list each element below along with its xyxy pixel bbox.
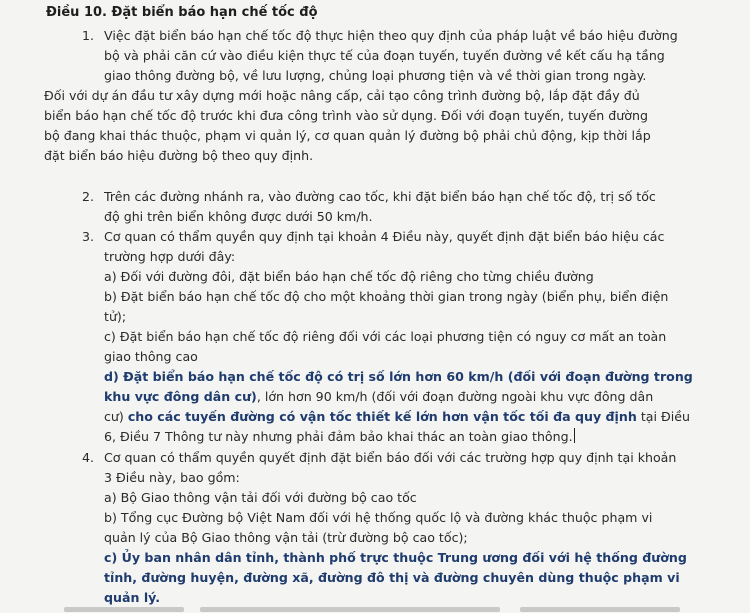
item-2-line-2: độ ghi trên biển không được dưới 50 km/h. [104,209,373,224]
item-3-number: 3. [82,229,95,244]
item-2-number: 2. [82,189,95,204]
paragraph-line-2: biển báo hạn chế tốc độ trước khi đưa công trình vào sử dụng. Đối với đoạn tuyến, tuyến đường [44,108,648,123]
item-3-b-line-1: b) Đặt biển báo hạn chế tốc độ cho một khoảng thời gian trong ngày (biển phụ, biển điện [104,289,669,304]
item-4-a: a) Bộ Giao thông vận tải đối với đường bộ cao tốc [104,490,417,505]
cropped-next-line [0,604,750,613]
item-3-d-line-2-rest: , lớn hơn 90 km/h (đối với đoạn đường ngoài khu vực đông dân [256,389,654,404]
article-heading: Điều 10. Đặt biển báo hạn chế tốc độ [46,5,318,20]
item-3-d-line-3-start: cư) [104,409,128,424]
paragraph-line-4: đặt biển báo hiệu đường bộ theo quy định. [44,148,314,163]
item-3-d-line-4-text: 6, Điều 7 Thông tư này nhưng phải đảm bảo khai thác an toàn giao thông. [104,429,573,444]
item-4-number: 4. [82,450,95,465]
item-2-line-1: Trên các đường nhánh ra, vào đường cao tốc, khi đặt biển báo hạn chế tốc độ, trị số tốc [104,189,656,204]
item-3-d-line-4 [104,427,575,447]
item-4-line-2: 3 Điều này, bao gồm: [104,470,240,485]
item-3-d-line-1: d) Đặt biển báo hạn chế tốc độ có trị số lớn hơn 60 km/h (đối với đoạn đường trong [104,369,693,384]
item-3-d-line-3-rest: tại Điều [636,409,690,424]
item-3-d-line-2 [104,387,653,407]
item-3-b-line-2: tử); [104,309,127,324]
item-3-line-1: Cơ quan có thẩm quyền quy định tại khoản 4 Điều này, quyết định đặt biển báo hiệu các [104,229,665,244]
item-4-c-line-1: c) Ủy ban nhân dân tỉnh, thành phố trực thuộc Trung ương đối với hệ thống đường [104,550,687,565]
item-4-c-line-3: quản lý. [104,590,160,605]
item-4-c-line-2: tỉnh, đường huyện, đường xã, đường đô thị và đường chuyên dùng thuộc phạm vi [104,570,680,585]
item-1-line-2: bộ và phải căn cứ vào điều kiện thực tế của đoạn tuyến, tuyến đường về kết cấu hạ tầng [104,48,665,63]
item-3-d-line-3 [104,407,690,427]
item-3-d-line-3-bold: cho các tuyến đường có vận tốc thiết kế lớn hơn vận tốc tối đa quy định [127,409,637,424]
text-cursor [574,428,575,443]
item-3-c-line-2: giao thông cao [104,349,198,364]
item-3-line-2: trường hợp dưới đây: [104,249,236,264]
paragraph-line-3: bộ đang khai thác thuộc, phạm vi quản lý, cơ quan quản lý đường bộ phải chủ động, kịp thời lắp [44,128,651,143]
item-1-number: 1. [82,28,95,43]
paragraph-line-1: Đối với dự án đầu tư xây dựng mới hoặc nâng cấp, cải tạo công trình đường bộ, lắp đặt đầy đủ [44,88,640,103]
item-3-d-line-2-bold: khu vực đông dân cư) [104,389,257,404]
item-4-b-line-2: quản lý của Bộ Giao thông vận tải (trừ đường bộ cao tốc); [104,530,468,545]
item-4-line-1: Cơ quan có thẩm quyền quyết định đặt biển báo đối với các trường hợp quy định tại khoản [104,450,677,465]
item-4-b-line-1: b) Tổng cục Đường bộ Việt Nam đối với hệ thống quốc lộ và đường khác thuộc phạm vi [104,510,653,525]
item-1-line-3: giao thông đường bộ, về lưu lượng, chủng loại phương tiện và về thời gian trong ngày. [104,68,647,83]
item-3-a: a) Đối với đường đôi, đặt biển báo hạn chế tốc độ riêng cho từng chiều đường [104,269,594,284]
item-3-c-line-1: c) Đặt biển báo hạn chế tốc độ riêng đối với các loại phương tiện có nguy cơ mất an toàn [104,329,667,344]
item-1-line-1: Việc đặt biển báo hạn chế tốc độ thực hiện theo quy định của pháp luật về báo hiệu đường [104,28,678,43]
